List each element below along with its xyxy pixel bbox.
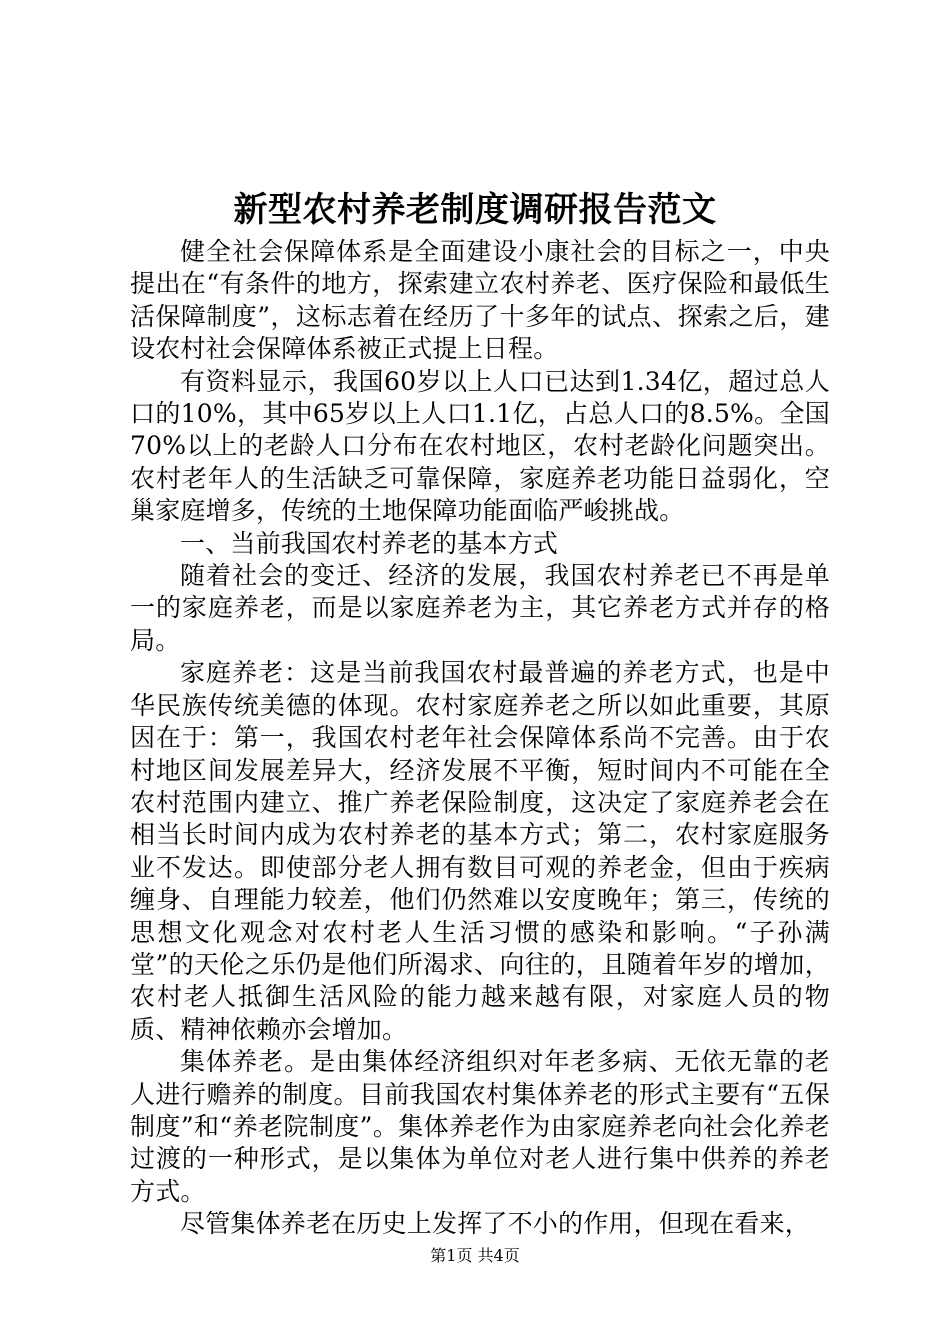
paragraph: 有资料显示，我国60岁以上人口已达到1.34亿，超过总人口的10%，其中65岁以上人口1.1亿，占总人口的8.5%。全国70%以上的老龄人口分布在农村地区，农村老龄化问题突出。农村老年人的生活缺乏可靠保障，家庭养老功能日益弱化，空巢家庭增多，传统的土地保障功能面临严峻挑战。 [130,366,830,526]
paragraph: 随着社会的变迁、经济的发展，我国农村养老已不再是单一的家庭养老，而是以家庭养老为主，其它养老方式并存的格局。 [130,561,830,655]
paragraph: 家庭养老：这是当前我国农村最普遍的养老方式，也是中华民族传统美德的体现。农村家庭养老之所以如此重要，其原因在于：第一，我国农村老年社会保障体系尚不完善。由于农村地区间发展差异大，经济发展不平衡，短时间内不可能在全农村范围内建立、推广养老保险制度，这决定了家庭养老会在相当长时间内成为农村养老的基本方式；第二，农村家庭服务业不发达。即使部分老人拥有数目可观的养老金，但由于疾病缠身、自理能力较差，他们仍然难以安度晚年；第三，传统的思想文化观念对农村老人生活习惯的感染和影响。“子孙满堂”的天伦之乐仍是他们所渴求、向往的，且随着年岁的增加，农村老人抵御生活风险的能力越来越有限，对家庭人员的物质、精神依赖亦会增加。 [130,658,830,1044]
document-body [130,236,830,1241]
page-footer: 第1页 共4页 [430,1246,520,1265]
section-heading: 一、当前我国农村养老的基本方式 [180,528,559,558]
document-title: 新型农村养老制度调研报告范文 [233,190,717,230]
paragraph: 集体养老。是由集体经济组织对年老多病、无依无靠的老人进行赡养的制度。目前我国农村集体养老的形式主要有“五保制度”和“养老院制度”。集体养老作为由家庭养老向社会化养老过渡的一种形式，是以集体为单位对老人进行集中供养的养老方式。 [130,1047,830,1206]
paragraph: 尽管集体养老在历史上发挥了不小的作用，但现在看来， [180,1209,811,1239]
paragraph: 健全社会保障体系是全面建设小康社会的目标之一，中央提出在“有条件的地方，探索建立农村养老、医疗保险和最低生活保障制度”，这标志着在经历了十多年的试点、探索之后，建设农村社会保障体系被正式提上日程。 [130,237,830,364]
